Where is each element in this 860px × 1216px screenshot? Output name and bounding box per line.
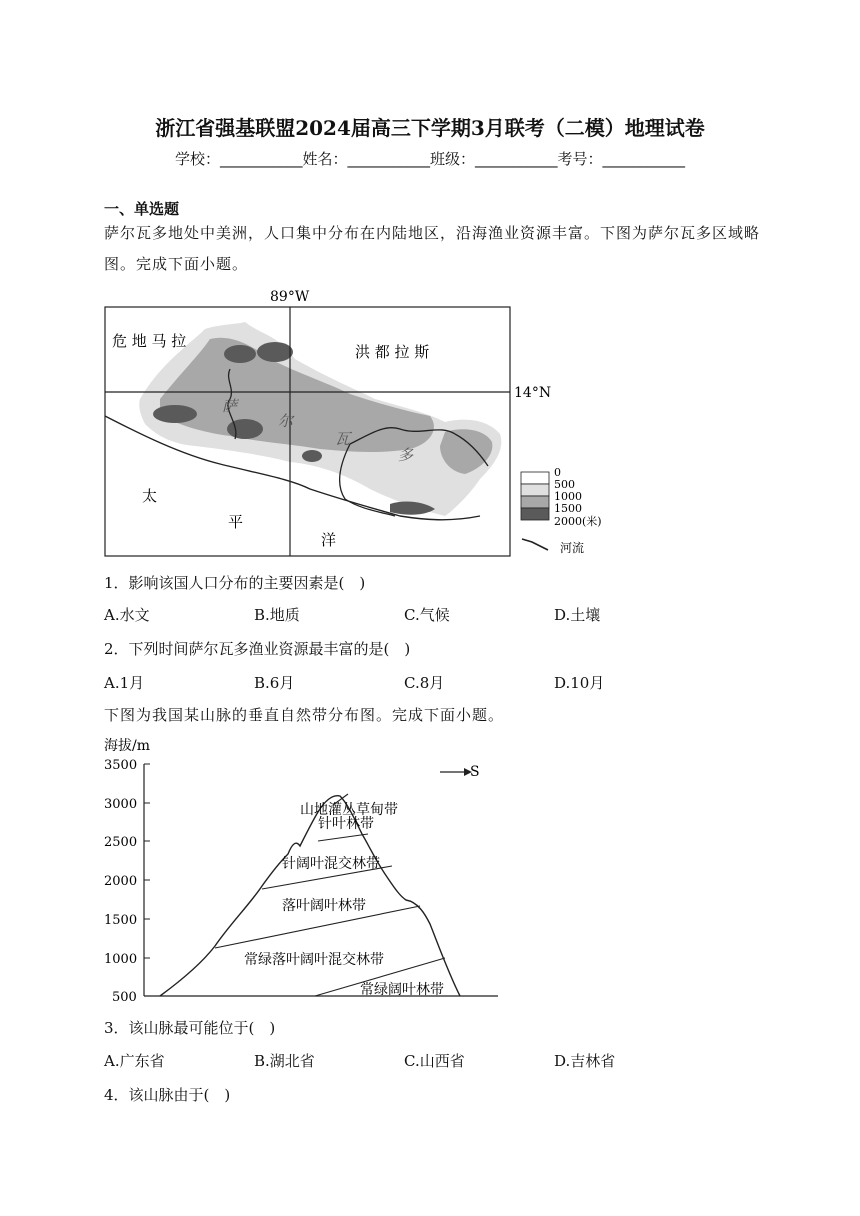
zone-label-conifer: 针叶林带 xyxy=(318,816,374,832)
legend-value-0: 0 xyxy=(554,466,561,479)
direction-label: S xyxy=(470,764,480,780)
school-blank: ___________ xyxy=(219,150,303,168)
legend-value-2000: 2000(米) xyxy=(554,515,602,528)
q3-option-a[interactable]: A.广东省 xyxy=(104,1052,165,1070)
ytick-label-2000: 2000 xyxy=(104,874,138,889)
y-axis-label: 海拔/m xyxy=(104,738,150,754)
river-legend-icon xyxy=(522,539,548,550)
legend-swatch-500-1000 xyxy=(521,484,549,496)
ytick-label-2500: 2500 xyxy=(104,835,138,850)
zone-label-deciduous: 落叶阔叶林带 xyxy=(282,898,366,914)
section-heading: 一、单选题 xyxy=(104,200,180,218)
y-ticks xyxy=(104,758,150,1004)
name-label: 姓名： xyxy=(302,150,348,168)
q1-option-a[interactable]: A.水文 xyxy=(104,606,150,624)
intro-paragraph-1: 萨尔瓦多地处中美洲，人口集中分布在内陆地区，沿海渔业资源丰富。下图为萨尔瓦多区域略图。完成下面小题。 xyxy=(104,224,761,273)
q2-option-b[interactable]: B.6月 xyxy=(254,674,295,692)
ytick-label-1000: 1000 xyxy=(104,952,138,967)
legend-value-1000: 1000 xyxy=(554,490,582,503)
ytick-label-500: 500 xyxy=(112,990,137,1004)
q3-option-c[interactable]: C.山西省 xyxy=(404,1052,465,1070)
number-label: 考号： xyxy=(557,150,603,168)
legend-swatch-1000-1500 xyxy=(521,496,549,508)
q1-option-b[interactable]: B.地质 xyxy=(254,606,300,624)
legend-value-500: 500 xyxy=(554,478,575,491)
q1-option-c[interactable]: C.气候 xyxy=(404,606,450,624)
ocean-char-2: 平 xyxy=(228,513,244,531)
ytick-label-3500: 3500 xyxy=(104,758,138,773)
question-1-stem: 1．影响该国人口分布的主要因素是( ) xyxy=(104,574,366,592)
boundary-conifer xyxy=(318,834,368,841)
ocean-char-1: 太 xyxy=(142,487,158,505)
salvador-char-4: 多 xyxy=(398,446,414,464)
legend-swatch-0-500 xyxy=(521,472,549,484)
zone-label-evergreen: 常绿阔叶林带 xyxy=(360,982,444,998)
q2-option-d[interactable]: D.10月 xyxy=(554,674,605,692)
salvador-char-2: 尔 xyxy=(278,412,294,430)
question-3-stem: 3．该山脉最可能位于( ) xyxy=(104,1019,276,1037)
zone-label-shrub-meadow: 山地灌丛草甸带 xyxy=(300,802,398,818)
legend-value-1500: 1500 xyxy=(554,502,582,515)
ocean-char-3: 洋 xyxy=(321,531,337,549)
q3-option-d[interactable]: D.吉林省 xyxy=(554,1052,616,1070)
q2-option-a[interactable]: A.1月 xyxy=(104,674,145,692)
ytick-label-1500: 1500 xyxy=(104,913,138,928)
school-label: 学校： xyxy=(174,150,220,168)
name-blank: ___________ xyxy=(347,150,430,168)
class-blank: ___________ xyxy=(475,150,558,168)
salvador-char-3: 瓦 xyxy=(335,430,351,448)
student-info-line xyxy=(0,148,860,169)
salvador-char-1: 萨 xyxy=(222,397,238,415)
q1-option-d[interactable]: D.土壤 xyxy=(554,606,601,624)
river-legend-label: 河流 xyxy=(560,541,585,555)
q3-option-b[interactable]: B.湖北省 xyxy=(254,1052,315,1070)
el-salvador-map xyxy=(100,284,620,562)
map-legend xyxy=(521,466,602,555)
page-title: 浙江省强基联盟2024届高三下学期3月联考（二模）地理试卷 xyxy=(155,116,705,140)
legend-swatch-1500-2000 xyxy=(521,508,549,520)
guatemala-label: 危 地 马 拉 xyxy=(112,332,187,350)
highland-north-1 xyxy=(224,345,256,363)
zone-label-mixed-forest: 针阔叶混交林带 xyxy=(282,856,380,872)
highland-center xyxy=(227,419,263,439)
class-label: 班级： xyxy=(430,150,476,168)
highland-west xyxy=(153,405,197,423)
latitude-label: 14°N xyxy=(514,385,552,401)
mountain-zonation-diagram xyxy=(100,734,510,1004)
highland-north-2 xyxy=(257,342,293,362)
longitude-label: 89°W xyxy=(270,289,310,305)
q2-option-c[interactable]: C.8月 xyxy=(404,674,445,692)
number-blank: ___________ xyxy=(602,150,686,168)
question-2-stem: 2．下列时间萨尔瓦多渔业资源最丰富的是( ) xyxy=(104,640,411,658)
ytick-label-3000: 3000 xyxy=(104,797,138,812)
highland-south xyxy=(302,450,322,462)
question-4-stem: 4．该山脉由于( ) xyxy=(104,1086,231,1104)
zone-label-evergreen-deciduous: 常绿落叶阔叶混交林带 xyxy=(244,952,384,968)
intro-paragraph-2: 下图为我国某山脉的垂直自然带分布图。完成下面小题。 xyxy=(104,706,505,724)
honduras-label: 洪 都 拉 斯 xyxy=(355,343,430,361)
